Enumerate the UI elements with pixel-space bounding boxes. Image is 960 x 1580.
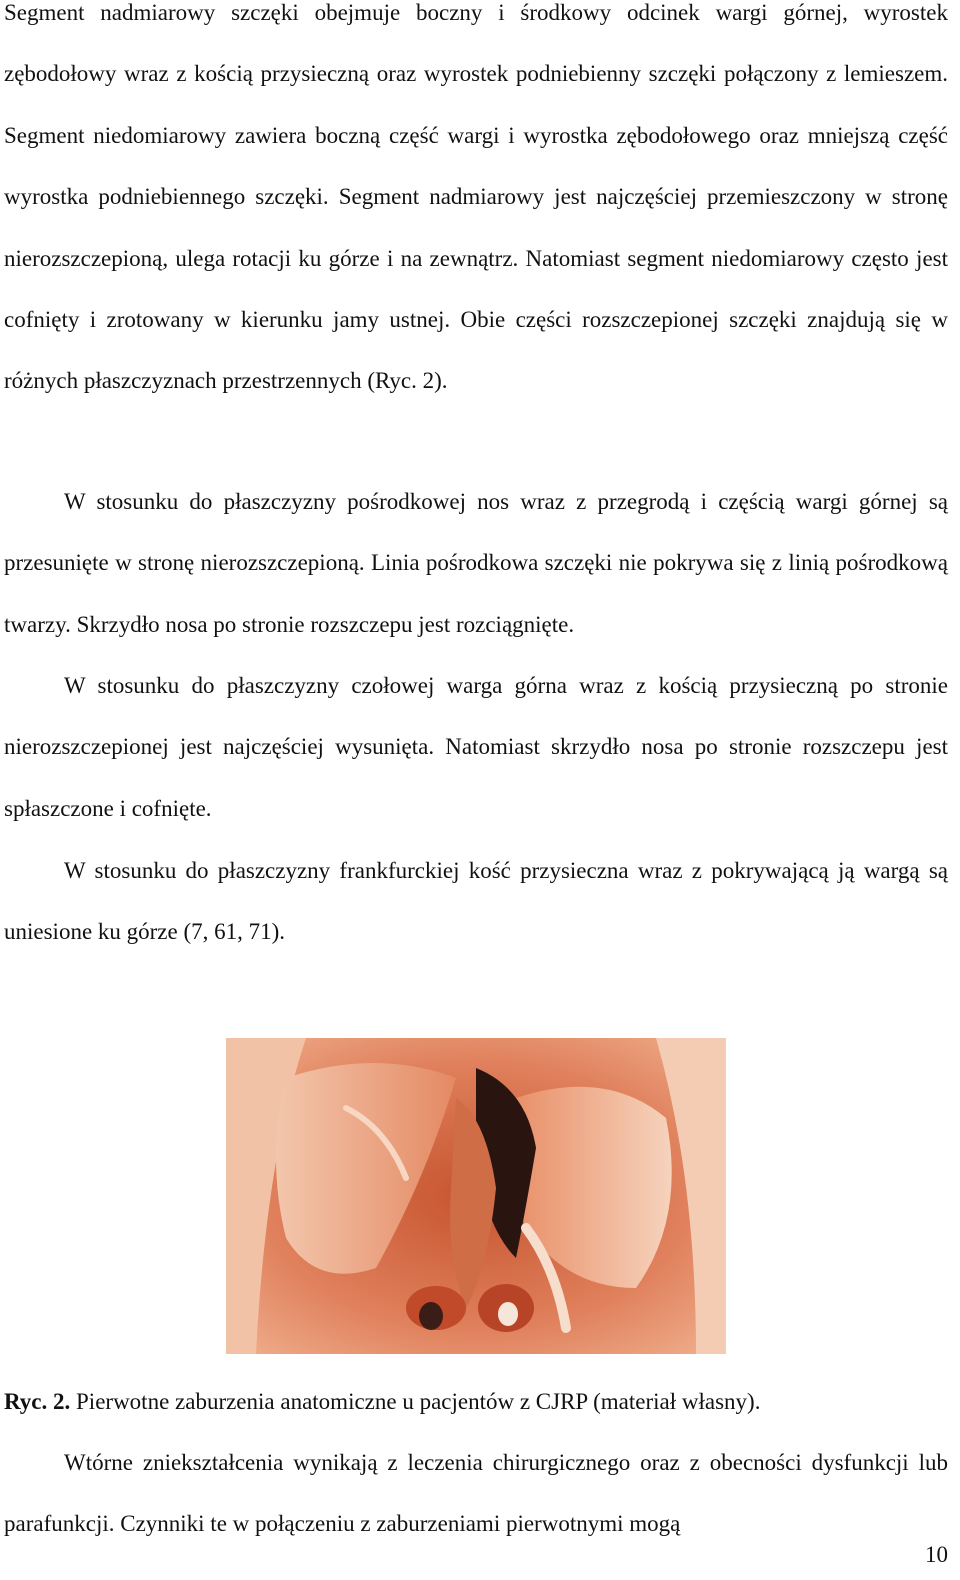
- paragraph-frontal-plane: W stosunku do płaszczyzny czołowej warga górna wraz z kością przysieczną po stronie nierozszczepionej jest najczęściej wysunięta. Natomiast skrzydło nosa po stronie rozszczepu jest spłaszczone i cofnięte.: [4, 673, 948, 821]
- paragraph-secondary-deformities: Wtórne zniekształcenia wynikają z leczenia chirurgicznego oraz z obecności dysfunkcji lub parafunkcji. Czynniki te w połączeniu z zaburzeniami pierwotnymi mogą: [4, 1450, 948, 1537]
- paragraph-median-plane: W stosunku do płaszczyzny pośrodkowej nos wraz z przegrodą i częścią wargi górnej są przesunięte w stronę nierozszczepioną. Linia pośrodkowa szczęki nie pokrywa się z linią pośrodkową twarzy. Skrzydło nosa po stronie rozszczepu jest rozciągnięte.: [4, 489, 948, 637]
- paragraph-frankfurt-plane: W stosunku do płaszczyzny frankfurckiej kość przysieczna wraz z pokrywającą ją wargą są uniesione ku górze (7, 61, 71).: [4, 858, 948, 945]
- figure-caption: [4, 1372, 948, 1432]
- clinical-photo: [226, 1038, 726, 1354]
- figure-caption-label: Ryc. 2.: [4, 1389, 71, 1414]
- paragraph-segments: Segment nadmiarowy szczęki obejmuje boczny i środkowy odcinek wargi górnej, wyrostek zębodołowy wraz z kością przysieczną oraz wyrostek podniebienny szczęki połączony z lemieszem. Segment niedomiarowy zawiera boczną część wargi i wyrostka zębodołowego oraz mniejszą część wyrostka podniebiennego szczęki. Segment nadmiarowy jest najczęściej przemieszczony w stronę nierozszczepioną, ulega rotacji ku górze i na zewnątrz. Natomiast segment niedomiarowy często jest cofnięty i zrotowany w kierunku jamy ustnej. Obie części rozszczepionej szczęki znajdują się w różnych płaszczyznach przestrzennych (Ryc. 2).: [4, 0, 948, 394]
- page-number: 10: [925, 1542, 948, 1567]
- figure-caption-text: Pierwotne zaburzenia anatomiczne u pacjentów z CJRP (materiał własny).: [70, 1389, 761, 1414]
- cleft-palate-photo-illustration: [226, 1038, 726, 1354]
